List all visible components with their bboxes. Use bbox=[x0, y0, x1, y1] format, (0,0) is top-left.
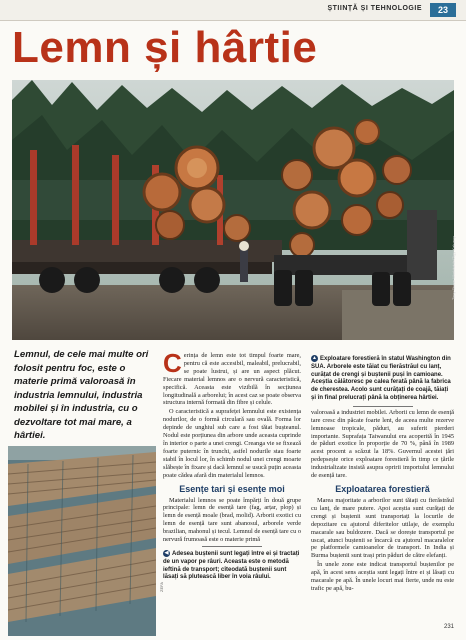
photo-credit-bottom: ZEFA bbox=[159, 581, 164, 592]
section-label: ȘTIINȚĂ ȘI TEHNOLOGIE bbox=[327, 5, 422, 12]
col2-paragraph-3: Materialul lemnos se poate împărți în două grupe principale: lemn de esență tare (fag, arțar, plop) și lemn de esență moale (brad, molid). Arborii exotici cu lemn de esență tare sunt abanosul, arborele verde brazilian, mahonul și tecul. Lemnul de esență tare cu o nervură frumoasă este o materie primă bbox=[163, 496, 301, 544]
col3-paragraph-2: Marea majoritate a arborilor sunt tăiați cu fierăstrăul cu lanț, de mare putere. Apoi aceștia sunt curățați de crengi și buștenii sunt transportați la locurile de depozitare cu ajutorul diferitelor utilaje, de exemplu macarale sau buldozere. Dacă se dorește transportul pe uscat, atunci buștenii se încarcă cu ajutorul macaralelor pe platformele camioanelor de transport. In India și Burma buștenii sunt trași prin păduri de către elefanți. bbox=[311, 497, 454, 560]
col3-paragraph-3: În unele zone este indicat transportul buștenilor pe apă, în acest sens aceștia sunt legați între ei și lăsați cu macarale pe apă. În unele locuri mai fierte, unde nu este trafic pe apă, bu- bbox=[311, 561, 454, 592]
page-number-badge: 23 bbox=[430, 3, 456, 17]
col3-paragraph-1: valoroasă a industriei mobilei. Arborii cu lemn de esență tare cresc din păcate foarte lent, de aceea multe rezerve lemnoase tropicale, păduri, au suferit pierderi importante. Suprafața Taiwanului era acoperită în 1945 de păduri exotice în proporție de 70 %, până în 1989 acest procent a scăzut la 18%. Guvernul acestei țări pedepsește orice exploatare forestieră în timp ce țările industrializate insistă asupra opririi importului lemnului de esență tare. bbox=[311, 408, 454, 480]
article-column-2 bbox=[163, 348, 301, 585]
photo-credit: Tony Stone Worldwide/Zigy Kaluzny bbox=[451, 236, 456, 300]
subheading-hard-soft-wood: Esențe tari și esențe moi bbox=[179, 483, 285, 494]
caption-bullet-icon: ◀ bbox=[164, 549, 169, 556]
col2-paragraph-2: O caracteristică a suprafeței lemnului este existența nodurilor, de o formă circulară sau ovală. Forma lor depinde de unghiul sub care a fost tăiat bușteanul. Nodul este porțiunea din arbore unde aceasta cuprinde în interior o parte a unei crengi. Creanga vie se fixează foarte puternic în trunchi, astfel nodurile stau foarte stabil în locul lor, în schimb nodul unei crengi moarte slăbește în fixare și dacă lemnul se usucă puțin aceasta poate cădea afară din materialul lemnos. bbox=[163, 408, 301, 479]
caption-logging-truck: ▲ Exploatare forestieră în statul Washington din SUA. Arborele este tăiat cu fierăstrăul cu lanț, curățat de crengi și buștenii puși în camioane. Aceștia călătoresc pe calea ferată până la fabrica de cherestea. Acolo sunt curățați de coajă, tăiați și în final prelucrați până la obținerea hârtiei. bbox=[311, 355, 451, 402]
article-column-3 bbox=[311, 352, 454, 594]
caption-divider bbox=[353, 406, 413, 407]
caption-floating-logs: ◀ Adesea buștenii sunt legați între ei și tractați de un vapor pe râuri. Aceasta este o metodă ieftină de transport; cîteodată buștenii sunt lăsați să plutească liber în voia râului. bbox=[163, 549, 300, 581]
col2-paragraph-1: Cerința de lemn este tot timpul foarte mare, pentru că este accesibil, maleabil, prelucrabil, se poate lustrui, și are un aspect plăcut. Fiecare material lemnos are o nervură caracteristică, specifică. Aceasta este vizibilă în secțiunea longitudinală a arborelui; în acest caz se poate observa structura internă formată din fibre și celule. bbox=[163, 348, 301, 407]
caption-divider bbox=[202, 546, 262, 547]
subheading-logging: Exploatarea forestieră bbox=[335, 484, 430, 495]
logging-truck-photo bbox=[12, 80, 454, 340]
floating-logs-photo bbox=[8, 446, 156, 636]
page-number-bottom: 231 bbox=[443, 624, 454, 630]
header-bar bbox=[0, 0, 466, 21]
lead-paragraph: Lemnul, de cele mai multe ori folosit pentru foc, este o materie primă valoroasă în industria lemnului, industria mobilei și în industria, cu o dezvoltare tot mai mare, a hârtiei. bbox=[14, 349, 149, 441]
drop-cap: C bbox=[163, 348, 182, 378]
caption-bullet-icon: ▲ bbox=[312, 355, 317, 361]
page-title: Lemn și hârtie bbox=[12, 23, 318, 72]
